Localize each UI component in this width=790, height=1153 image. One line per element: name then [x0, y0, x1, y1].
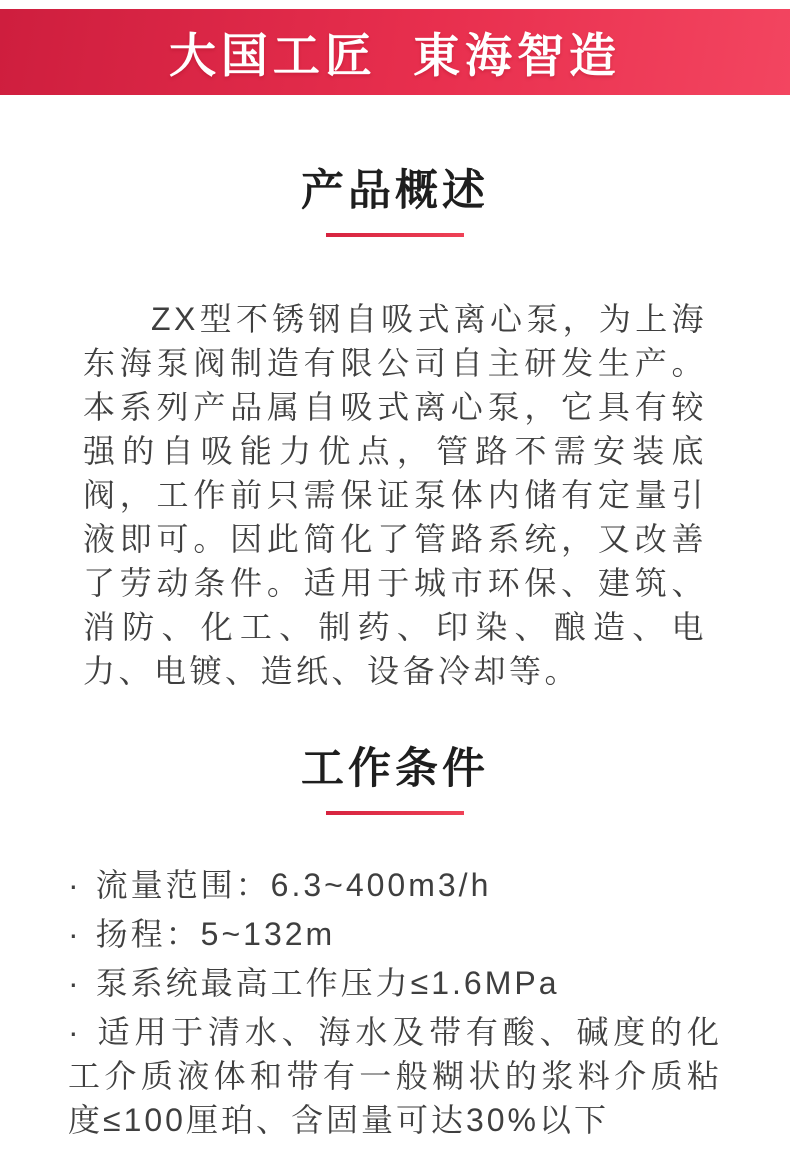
bullet-dot-icon: · [68, 867, 82, 903]
bullet-dot-icon: · [68, 965, 82, 1001]
conditions-section-title: 工作条件 [301, 745, 489, 793]
condition-max-pressure: 泵系统最高工作压力≤1.6MPa [95, 965, 560, 1001]
list-item [68, 863, 722, 907]
condition-flow-range: 流量范围：6.3~400m3/h [95, 867, 492, 903]
bullet-dot-icon: · [68, 916, 82, 952]
list-item [68, 1010, 722, 1142]
bullet-dot-icon: · [68, 1014, 82, 1050]
brand-banner [0, 9, 790, 95]
condition-head: 扬程：5~132m [95, 916, 336, 952]
section-product-overview [0, 167, 790, 693]
conditions-list [68, 863, 722, 1142]
condition-applicable-media: 适用于清水、海水及带有酸、碱度的化工介质液体和带有一般糊状的浆料介质粘度≤100厘珀、含固量可达30%以下 [68, 1014, 722, 1138]
overview-title-underline [326, 233, 464, 237]
list-item [68, 961, 722, 1005]
overview-section-title: 产品概述 [301, 167, 489, 215]
product-page [0, 9, 790, 1153]
list-item [68, 912, 722, 956]
section-working-conditions [0, 745, 790, 1142]
banner-title: 大国工匠 東海智造 [168, 28, 622, 82]
conditions-title-underline [326, 811, 464, 815]
overview-paragraph: ZX型不锈钢自吸式离心泵，为上海东海泵阀制造有限公司自主研发生产。本系列产品属自吸式离心泵，它具有较强的自吸能力优点，管路不需安装底阀，工作前只需保证泵体内储有定量引液即可。因此简化了管路系统，又改善了劳动条件。适用于城市环保、建筑、消防、化工、制药、印染、酿造、电力、电镀、造纸、设备冷却等。 [83, 301, 707, 689]
